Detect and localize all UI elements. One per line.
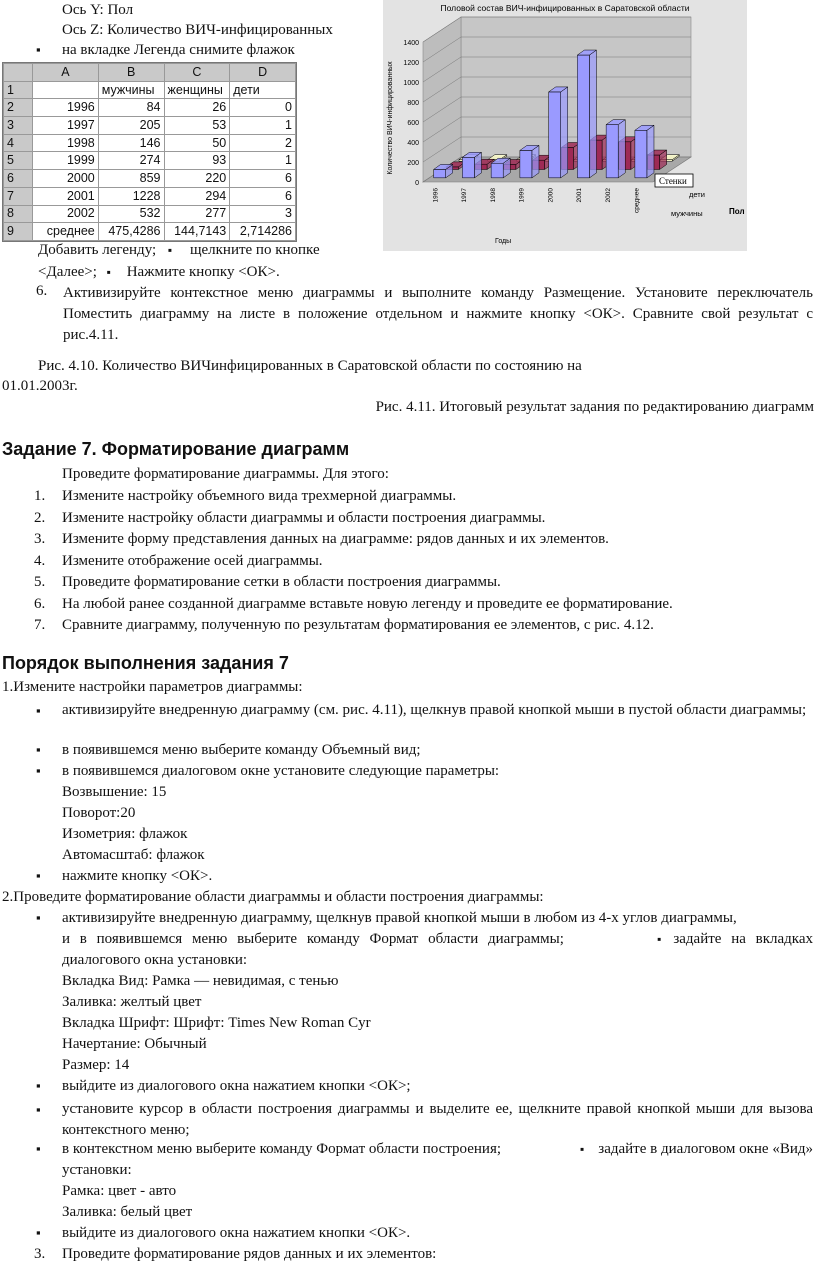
task7-item-number: 5. [34,574,46,590]
chart-bar-side [589,50,596,178]
chart-ytick-label: 0 [415,180,419,187]
sheet-row [4,187,296,205]
sheet-cell: 1 [230,152,296,170]
sheet-cell: 84 [98,99,164,117]
sheet-cell: 1996 [33,99,99,117]
sheet-row [4,170,296,188]
set-tabs-text: задайте на вкладках [673,931,813,947]
fig410-caption: Рис. 4.10. Количество ВИЧинфицированных в Саратовской области по состоянию на [38,358,582,374]
set-tabs-wrap [657,931,813,948]
order7-step2-bullet5: ▪ выйдите из диалогового окна нажатием кнопки <ОК>. [62,1225,410,1242]
sheet-row [4,81,296,99]
set-view-text: задайте в диалоговом окне «Вид» [598,1141,813,1157]
task7-item-number: 4. [34,552,46,569]
task7-item-number: 2. [34,509,46,526]
order7-step1-bullet3: ▪ в появившемся диалоговом окне установите следующие параметры: [62,763,499,780]
sheet-cell: 2,714286 [230,223,296,241]
sheet-row-header: 7 [4,187,33,205]
order7-step2-bullet2: ▪ выйдите из диалогового окна нажатием кнопки <ОК>; [62,1078,411,1095]
chart-xtick-label: 1996 [432,188,440,203]
sheet-row [4,134,296,152]
sheet-row [4,205,296,223]
sheet-col-header: A [33,64,99,82]
chart-bar-front [491,163,503,178]
bullet-icon: ▪ [106,265,111,279]
set-view-wrap [580,1141,813,1158]
legend-tab-line: ▪ на вкладке Легенда снимите флажок [62,42,295,59]
sheet-cell: 2001 [33,187,99,205]
order7-heading: Порядок выполнения задания 7 [2,653,289,673]
chart-xtick-label: 1997 [461,188,469,203]
sheet-row [4,223,296,241]
param-frame-auto: Рамка: цвет - авто [62,1183,177,1199]
sheet-cell: 53 [164,117,230,135]
sheet-cell: 50 [164,134,230,152]
sheet-cell: 2002 [33,205,99,223]
chart-xtick-label: 2001 [576,188,584,203]
param-fill-white: Заливка: белый цвет [62,1204,193,1220]
sheet-cell: женщины [164,81,230,99]
format-area-text: и в появившемся меню выберите команду Формат области диаграммы; [62,931,564,947]
chart-ytick-label: 400 [407,140,419,147]
chart-bar-side [618,120,625,178]
sheet-header-row [4,64,296,82]
sheet-col-header: B [98,64,164,82]
chart-xtick-label: 1998 [489,188,497,203]
task7-item-text: Проведите форматирование сетки в области построения диаграммы. [62,574,501,590]
param-font: Вкладка Шрифт: Шрифт: Times New Roman Cyr [62,1015,371,1031]
sheet-cell: мужчины [98,81,164,99]
sheet-row-header: 8 [4,205,33,223]
sheet-cell: 1999 [33,152,99,170]
spreadsheet [2,62,297,242]
order7-step1-bullet1: ▪ активизируйте внедренную диаграмму (см. рис. 4.11), щелкнув правой кнопкой мыши в пустой области диаграммы; [62,700,813,721]
task7-item-number: 1. [34,488,46,504]
chart-bar-front [520,150,532,177]
order7-step1: 1.Измените настройки параметров диаграммы: [2,679,303,695]
chart-bar-front [462,157,474,178]
task7-item-text: Измените настройку области диаграммы и области построения диаграммы. [62,509,546,526]
sheet-cell: 1228 [98,187,164,205]
chart-bar-front [549,92,561,178]
order7-step2-bullet1-cont [62,931,813,948]
sheet-cell: 532 [98,205,164,223]
axis-z-line: Ось Z: Количество ВИЧ-инфицированных [62,22,333,38]
chart-svg [383,0,747,251]
chart-xtick-label: 2002 [604,188,612,203]
sheet-cell: 6 [230,187,296,205]
sheet-row-header: 5 [4,152,33,170]
chart-xtick-label: среднее [633,188,641,213]
param-style: Начертание: Обычный [62,1036,207,1052]
axis-y-line: Ось Y: Пол [62,2,134,18]
order7-step3-num: 3. [34,1246,46,1262]
chart-xtick-label: 1999 [518,188,526,203]
sheet-cell: 274 [98,152,164,170]
task7-intro: Проведите форматирование диаграммы. Для этого: [62,466,389,482]
chart-ytick-label: 800 [407,100,419,107]
task7-item-text: Измените отображение осей диаграммы. [62,552,323,569]
sheet-cell [33,81,99,99]
sheet-row [4,117,296,135]
dialog-settings-text: диалогового окна установки: [62,952,248,968]
sheet-cell: 6 [230,170,296,188]
sheet-cell: 0 [230,99,296,117]
next-text: <Далее>; [38,264,97,280]
task7-item-text: Измените настройку объемного вида трехмерной диаграммы. [62,488,457,504]
sheet-col-header: D [230,64,296,82]
sheet-cell: дети [230,81,296,99]
fig410-caption-date: 01.01.2003г. [2,378,78,394]
order7-step2: 2.Проведите форматирование области диаграммы и области построения диаграммы: [2,889,544,905]
sheet-cell: 93 [164,152,230,170]
param-elevation: Возвышение: 15 [62,784,167,800]
next-ok-line [38,264,280,281]
add-legend-line [38,242,320,259]
task7-item-text: Сравните диаграмму, полученную по результатам форматирования ее элементов, с рис. 4.12. [62,617,654,633]
chart-bar-front [606,125,618,178]
chart-xtick-label: 2000 [547,188,555,203]
chart-3d-bar [383,0,747,251]
chart-ylabel: Количество ВИЧ-инфицированных [387,61,394,175]
chart-bar-side [561,87,568,178]
sheet-cell: 1997 [33,117,99,135]
sheet-cell: 294 [164,187,230,205]
order7-step2-bullet4 [62,1141,813,1158]
sheet-row [4,99,296,117]
sheet-row [4,152,296,170]
task7-item-text: На любой ранее созданной диаграмме вставьте новую легенду и проведите ее форматирование. [62,595,673,612]
task7-item-number: 7. [34,617,46,633]
settings-label: установки: [62,1162,132,1178]
param-autoscale: Автомасштаб: флажок [62,847,205,863]
bullet-icon: ▪ [167,243,173,257]
sheet-cell: 26 [164,99,230,117]
task7-item-number: 6. [34,595,46,612]
chart-zlabel: Пол [729,207,745,216]
chart-tooltip: Стенки [659,176,687,186]
order7-step1-bullet4: ▪ нажмите кнопку <ОК>. [62,868,212,885]
chart-series-label: мужчины [671,209,703,218]
sheet-cell: 2000 [33,170,99,188]
sheet-row-header: 2 [4,99,33,117]
chart-xlabel: Годы [495,238,512,245]
chart-ytick-label: 200 [407,160,419,167]
sheet-row-header: 6 [4,170,33,188]
sheet-cell: 277 [164,205,230,223]
sheet-cell: 2 [230,134,296,152]
chart-series-label: дети [689,190,705,199]
chart-bar-side [532,145,539,177]
sheet-cell: 1 [230,117,296,135]
param-rotation: Поворот:20 [62,805,136,821]
sheet-col-header: C [164,64,230,82]
chart-bar-front [434,169,446,177]
chart-back-wall [461,17,691,157]
bullet-icon: ▪ [580,1142,585,1156]
order7-step3: Проведите форматирование рядов данных и их элементов: [62,1246,437,1262]
click-next-text: щелкните по кнопке [189,242,320,258]
param-size: Размер: 14 [62,1057,130,1073]
task7-heading: Задание 7. Форматирование диаграмм [2,439,350,459]
order7-step2-bullet3: ▪ установите курсор в области построения диаграммы и выделите ее, щелкните правой кнопкой мыши для вызова контекстного меню; [62,1099,813,1141]
sheet-cell: 859 [98,170,164,188]
sheet-cell: 146 [98,134,164,152]
chart-bar-front [635,130,647,178]
sheet-cell: 205 [98,117,164,135]
add-legend-text: Добавить легенду; [38,242,157,258]
param-view-frame: Вкладка Вид: Рамка — невидимая, с тенью [62,973,339,989]
sheet-cell: среднее [33,223,99,241]
chart-ytick-label: 1000 [403,80,419,87]
sheet-col-header [4,64,33,82]
sheet-row-header: 1 [4,81,33,99]
task7-item-text: Измените форму представления данных на диаграмме: рядов данных и их элементов. [62,531,609,547]
sheet-row-header: 4 [4,134,33,152]
task7-item-number: 3. [34,531,46,547]
chart-side-wall [423,17,461,182]
chart-ytick-label: 1400 [403,40,419,47]
sheet-cell: 220 [164,170,230,188]
format-plot-text: в контекстном меню выберите команду Формат области построения; [62,1141,502,1157]
sheet-row-header: 9 [4,223,33,241]
press-ok-text: Нажмите кнопку <ОК>. [126,264,280,280]
order7-step2-bullet1: ▪ активизируйте внедренную диаграмму, щелкнув правой кнопкой мыши в любом из 4-х углов диаграммы, [62,910,737,927]
spreadsheet-table [3,63,296,241]
sheet-cell: 1998 [33,134,99,152]
param-isometry: Изометрия: флажок [62,826,188,842]
sheet-cell: 3 [230,205,296,223]
chart-ytick-label: 1200 [403,60,419,67]
step6-number: 6. [36,283,48,299]
chart-bar-front [577,55,589,178]
chart-ytick-label: 600 [407,120,419,127]
chart-bar-side [647,125,654,178]
param-fill-yellow: Заливка: желтый цвет [62,994,202,1010]
step6-text: Активизируйте контекстное меню диаграммы и выполните команду Размещение. Установите переключатель Поместить диаграмму на листе в положение отдельном и нажмите кнопку <ОК>. Сравните свой результат с рис.4.11. [63,285,813,343]
sheet-row-header: 3 [4,117,33,135]
bullet-icon: ▪ [657,932,662,946]
chart-title: Половой состав ВИЧ-инфицированных в Саратовской области [440,3,690,13]
fig411-caption: Рис. 4.11. Итоговый результат задания по редактированию диаграмм [375,399,814,415]
sheet-cell: 475,4286 [98,223,164,241]
sheet-cell: 144,7143 [164,223,230,241]
order7-step1-bullet2: ▪ в появившемся меню выберите команду Объемный вид; [62,742,421,759]
